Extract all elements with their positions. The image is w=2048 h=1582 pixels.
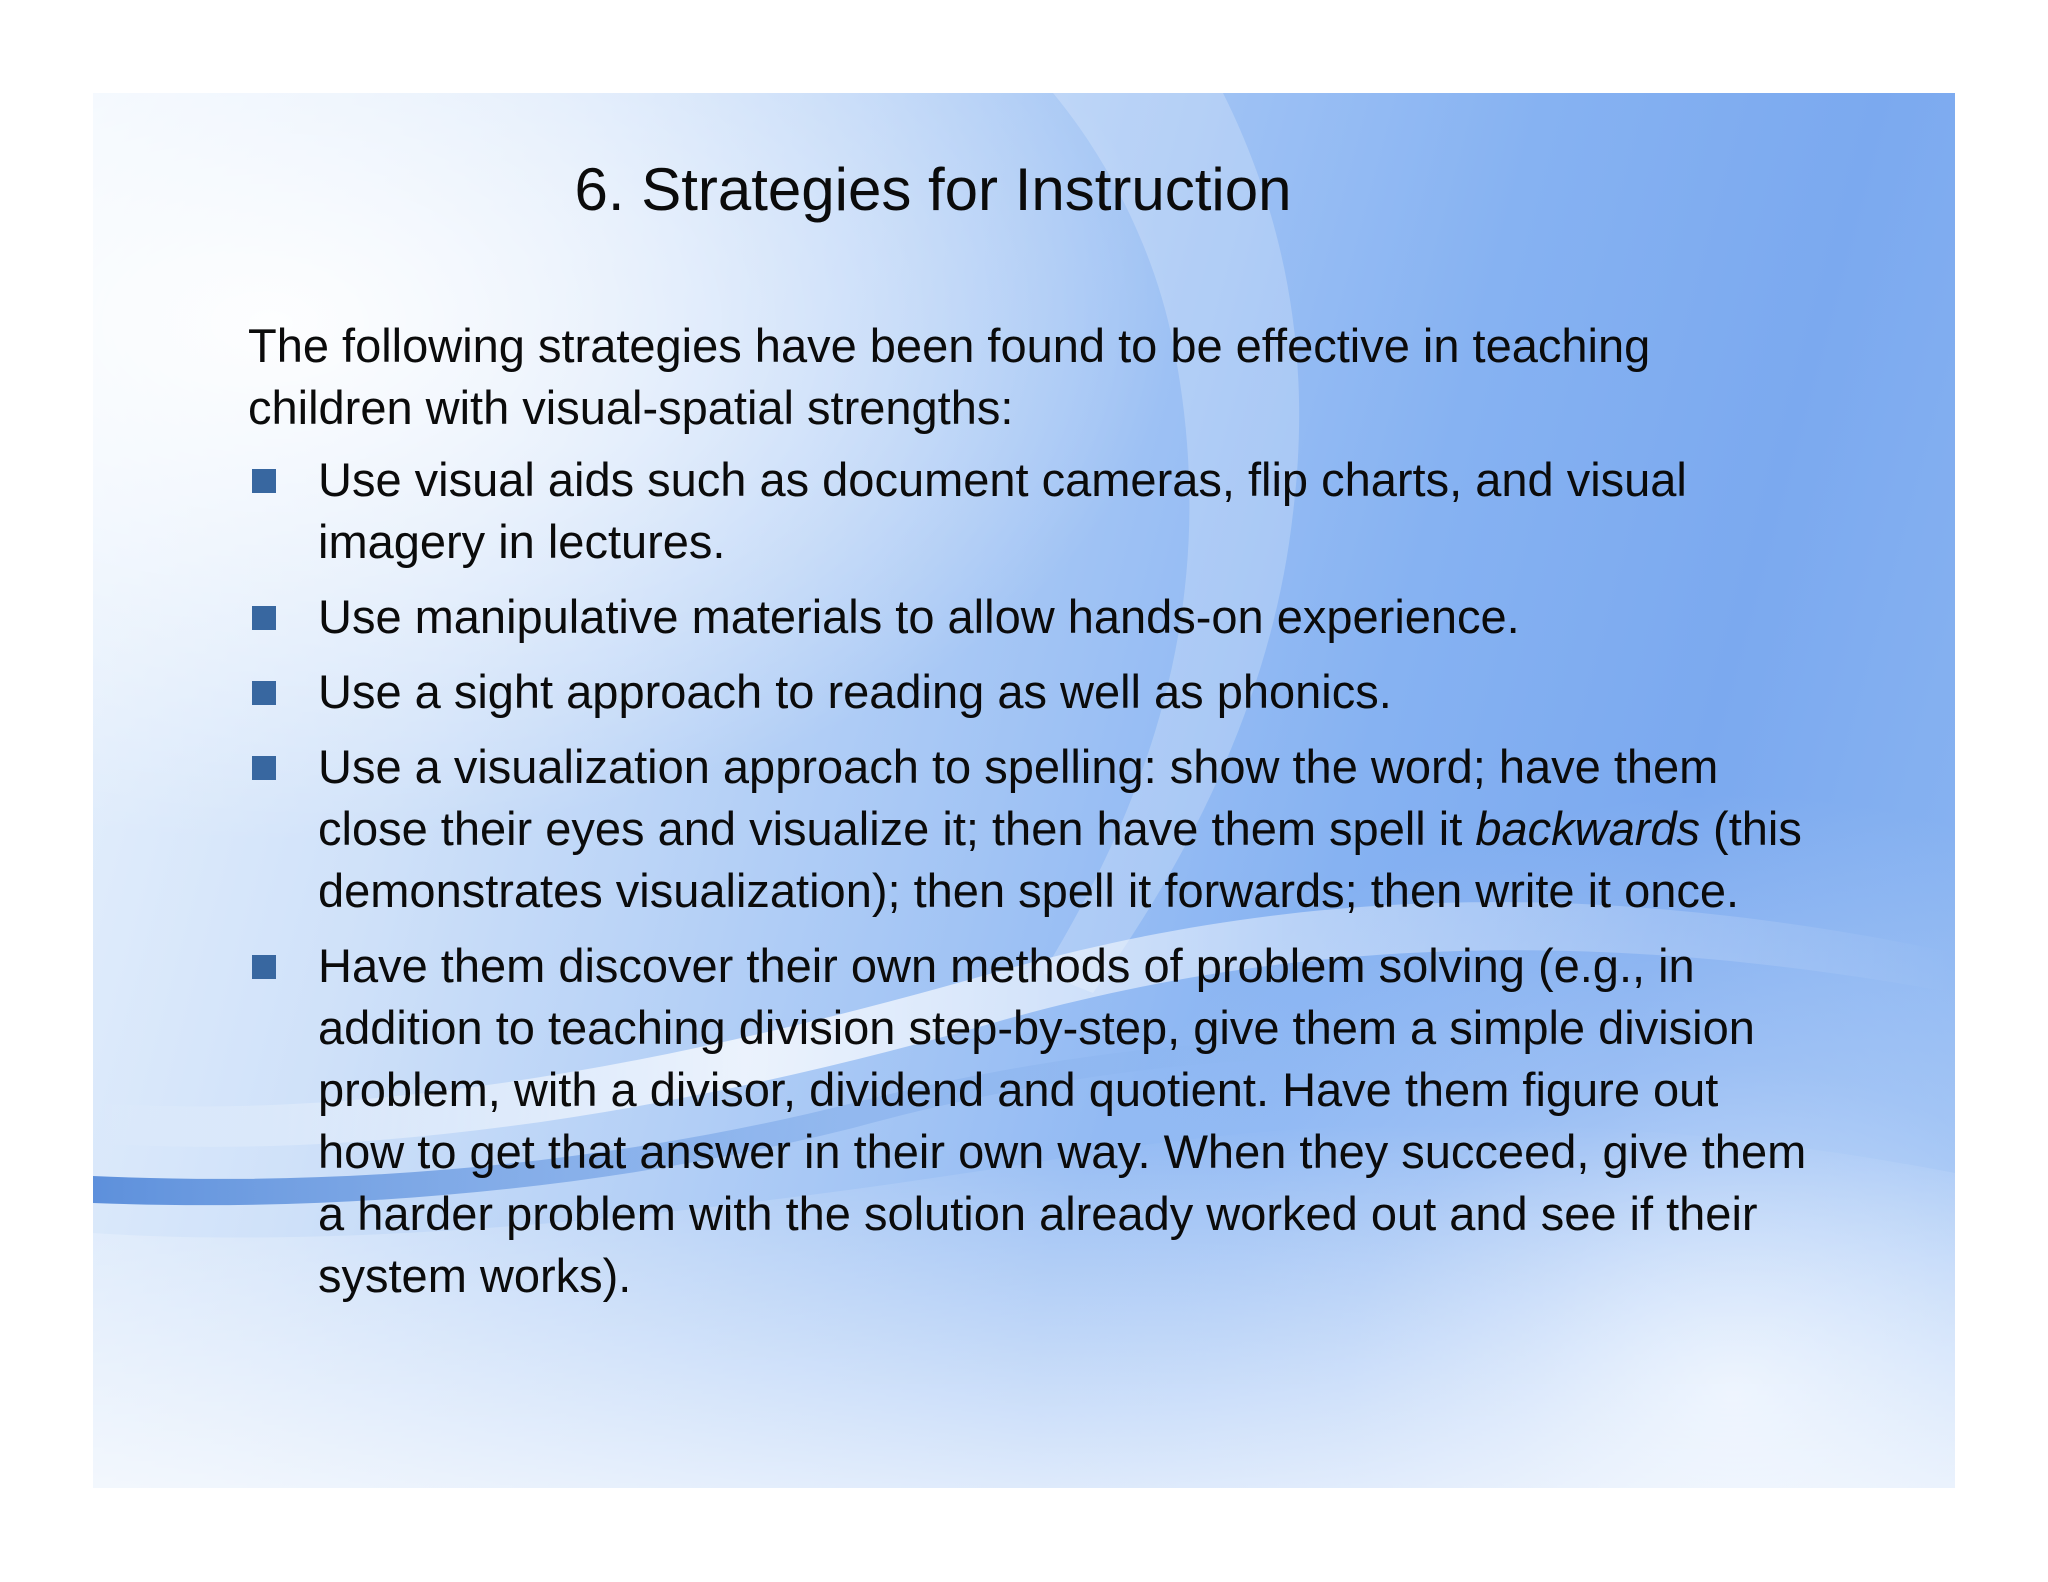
bullet-text: Use a sight approach to reading as well as phonics. — [318, 665, 1392, 718]
slide-body — [248, 315, 1808, 1320]
square-bullet-icon — [252, 681, 276, 705]
list-item-problem-solving — [248, 935, 1808, 1307]
intro-paragraph: The following strategies have been found to be effective in teaching children with visual-spatial strengths: — [248, 319, 1651, 434]
strategy-list — [248, 449, 1808, 1307]
bullet-text-emphasis: backwards — [1475, 802, 1700, 855]
bullet-text-end: (this demonstrates visualization); then spell it forwards; then write it once. — [318, 802, 1802, 917]
slide-title: 6. Strategies for Instruction — [574, 156, 1292, 223]
square-bullet-icon — [252, 606, 276, 630]
square-bullet-icon — [252, 756, 276, 780]
bullet-text: Use manipulative materials to allow hands-on experience. — [318, 590, 1520, 643]
slide — [93, 93, 1955, 1488]
square-bullet-icon — [252, 955, 276, 979]
bullet-text: Have them discover their own methods of problem solving (e.g., in addition to teaching division step-by-step, give them a simple division problem, with a divisor, dividend and quotient. Have them figure out how to get that answer in their own way. When they succeed, give them a harder problem with the solution already worked out and see if their system works). — [318, 939, 1807, 1302]
list-item-visual-aids — [248, 449, 1808, 573]
list-item-sight-approach — [248, 661, 1808, 723]
square-bullet-icon — [252, 469, 276, 493]
list-item-visualization-spelling — [248, 736, 1808, 922]
bullet-text: Use visual aids such as document cameras, flip charts, and visual imagery in lectures. — [318, 453, 1687, 568]
list-item-manipulatives — [248, 586, 1808, 648]
bullet-text-start: Use a visualization approach to spelling: show the word; have them close their eyes and visualize it; then have them spell it — [318, 740, 1719, 855]
